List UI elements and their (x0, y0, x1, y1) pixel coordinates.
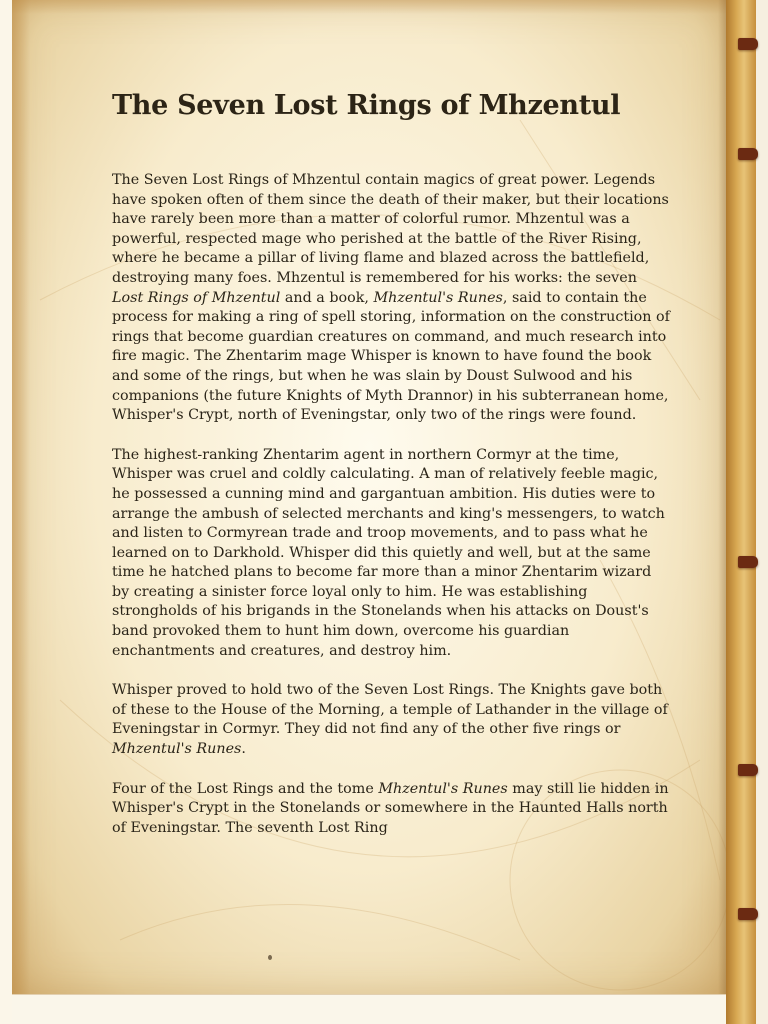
text-run: Four of the Lost Rings and the tome (112, 780, 379, 797)
text-run: The highest-ranking Zhentarim agent in northern Cormyr at the time, Whisper was cruel and coldly calculating. A man of relatively feeble magic, he possessed a cunning mind and gargantuan ambition. His duties were to arrange the ambush of selected merchants and king's messengers, to watch and listen to Cormyrean trade and troop movements, and to pass what he learned on to Darkhold. Whisper did this quietly and well, but at the same time he hatched plans to become far more than a minor Zhentarim wizard by creating a sinister force loyal only to him. He was establishing strongholds of his brigands in the Stonelands when his attacks on Doust's band provoked them to hunt him down, overcome his guardian enchantments and creatures, and destroy him. (112, 446, 665, 659)
paragraph-container (112, 171, 672, 838)
italic-title-run: Mhzentul's Runes (112, 741, 242, 758)
text-run: , said to contain the process for making a ring of spell storing, information on the construction of rings that become guardian creatures on command, and much research into fire magic. The Zhentarim mage Whisper is known to have found the book and some of the rings, but when he was slain by Doust Sulwood and his companions (the future Knights of Myth Drannor) in his subterranean home, Whisper's Crypt, north of Eveningstar, only two of the rings were found. (112, 289, 670, 424)
page-title: The Seven Lost Rings of Mhzentul (112, 90, 621, 121)
binding-tab (738, 148, 758, 160)
italic-title-run: Mhzentul's Runes (373, 289, 503, 306)
italic-title-run: Mhzentul's Runes (378, 780, 508, 797)
document-body (112, 86, 672, 858)
binding-tab (738, 38, 758, 50)
text-run: and a book, (280, 289, 374, 306)
text-run: Whisper proved to hold two of the Seven Lost Rings. The Knights gave both of these to the House of the Morning, a temple of Lathander in the village of Eveningstar in Cormyr. They did not find any of the other five rings or (112, 682, 668, 738)
binding-tab (738, 764, 758, 776)
binding-tab (738, 908, 758, 920)
italic-title-run: Lost Rings of Mhzentul (112, 289, 281, 306)
text-run: . (241, 741, 246, 758)
body-paragraph (112, 681, 672, 759)
ink-speck (268, 955, 272, 960)
body-paragraph (112, 446, 672, 662)
body-paragraph (112, 780, 672, 839)
binding-tab (738, 556, 758, 568)
body-paragraph (112, 171, 672, 426)
text-run: may still lie hidden in Whisper's Crypt in the Stonelands or somewhere in the Haunted Halls north of Eveningstar. The seventh Lost Ring (112, 780, 669, 836)
text-run: The Seven Lost Rings of Mhzentul contain magics of great power. Legends have spoken often of them since the death of their maker, but their locations have rarely been more than a matter of colorful rumor. Mhzentul was a powerful, respected mage who perished at the battle of the River Rising, where he became a pillar of living flame and blazed across the battlefield, destroying many foes. Mhzentul is remembered for his works: the seven (112, 172, 669, 286)
page-bottom-fold (12, 994, 726, 1024)
